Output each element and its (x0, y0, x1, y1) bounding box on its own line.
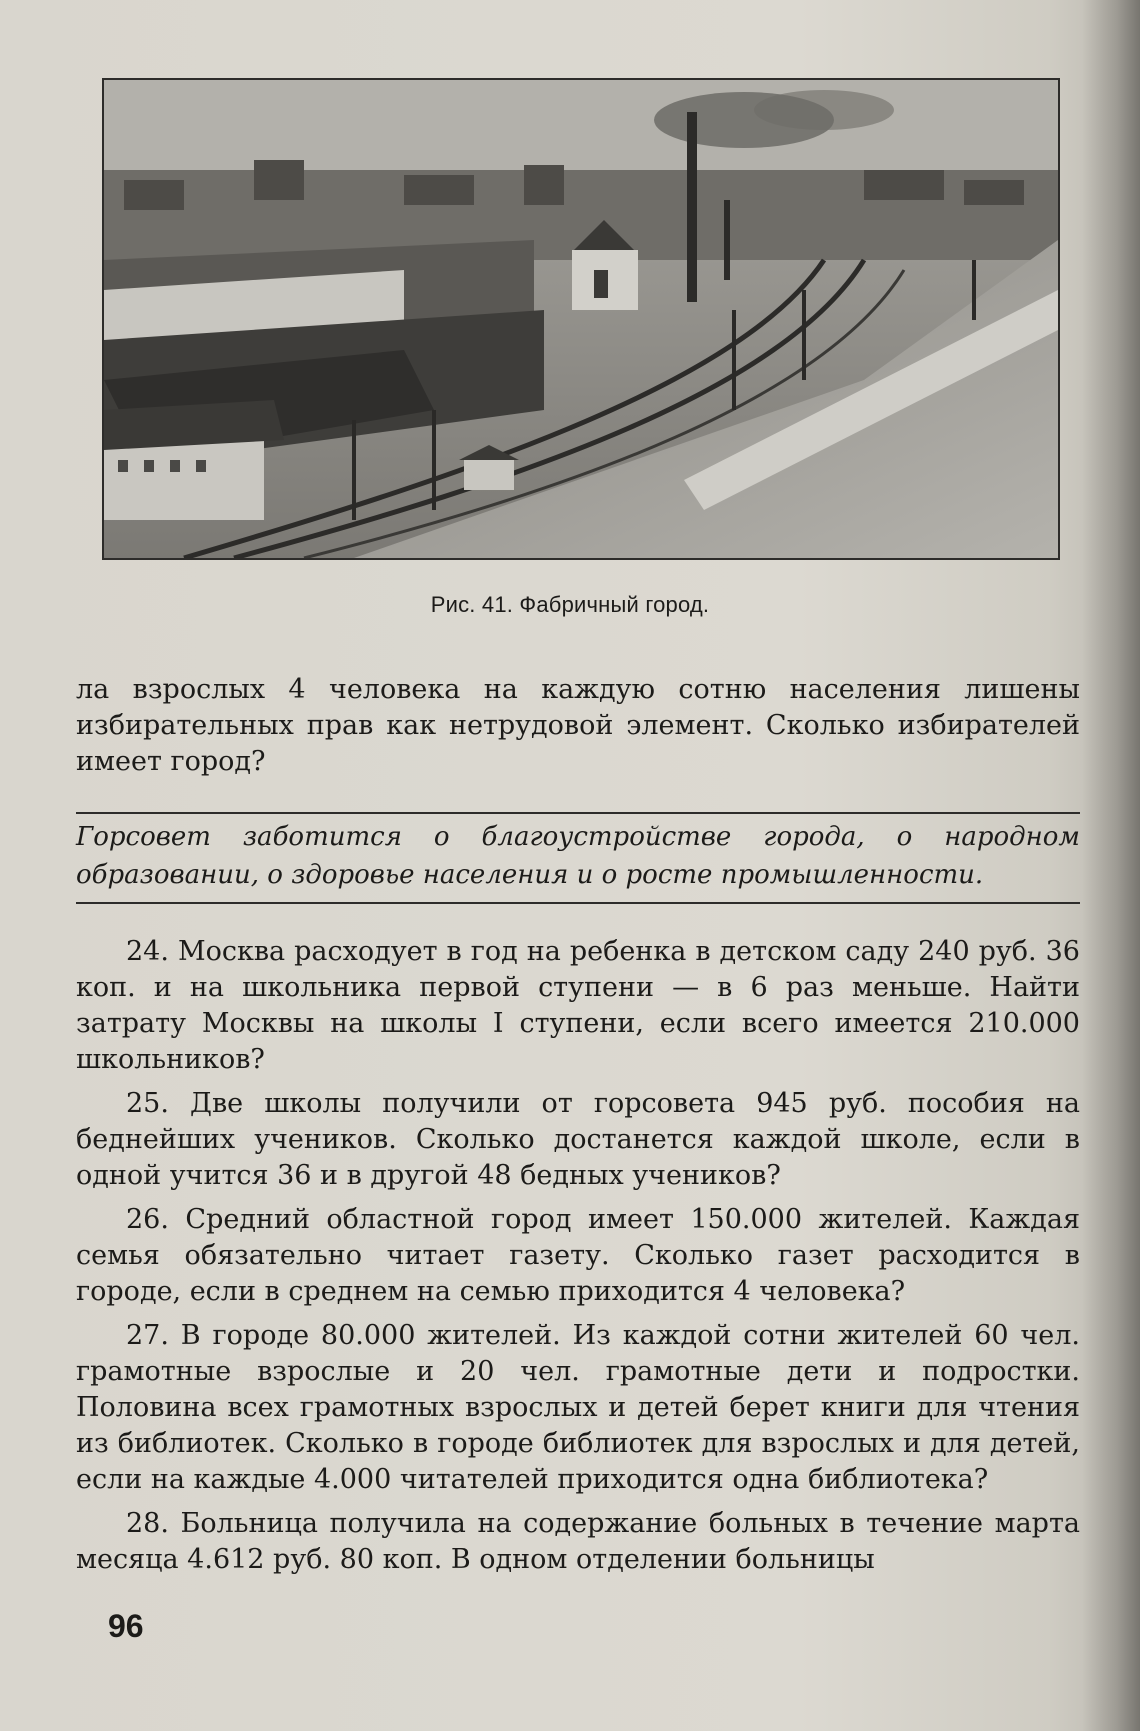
bottom-divider (76, 902, 1080, 904)
problem-26: 26. Средний областной город имеет 150.000 жителей. Каждая семья обязательно читает газету. Сколько газет расходится в городе, если в среднем на семью приходится 4 человека? (76, 1204, 1080, 1307)
problem-25: 25. Две школы получили от горсовета 945 руб. пособия на беднейших учеников. Сколько достанется каждой школе, если в одной учится 36 и в другой 48 бедных учеников? (76, 1088, 1080, 1191)
problem-28: 28. Больница получила на содержание больных в течение марта месяца 4.612 руб. 80 коп. В одном отделении больницы (76, 1508, 1080, 1575)
problem-list (76, 934, 1080, 1586)
page-number: 96 (108, 1608, 144, 1644)
highlight-statement: Горсовет заботится о благоустройстве города, о народном образовании, о здоровье населения и о росте промышленности. (76, 822, 1080, 890)
factory-town-illustration (102, 78, 1060, 560)
book-spine-shadow (1082, 0, 1140, 1731)
problem-24: 24. Москва расходует в год на ребенка в детском саду 240 руб. 36 коп. и на школьника первой ступени — в 6 раз меньше. Найти затрату Москвы на школы I ступени, если всего имеется 210.000 школьников? (76, 936, 1080, 1075)
top-divider (76, 812, 1080, 814)
continued-text: ла взрослых 4 человека на каждую сотню населения лишены избирательных прав как нетрудовой элемент. Сколько избирателей имеет город? (76, 674, 1080, 777)
factory-town-photo (104, 80, 1058, 558)
continued-paragraph (76, 672, 1080, 780)
problem-27: 27. В городе 80.000 жителей. Из каждой сотни жителей 60 чел. грамотные взрослые и 20 чел. грамотные дети и подростки. Половина всех грамотных взрослых и детей берет книги для чтения из библиотек. Сколько в городе библиотек для взрослых и для детей, если на каждые 4.000 читателей приходится одна библиотека? (76, 1320, 1080, 1495)
figure-caption: Рис. 41. Фабричный город. (430, 592, 710, 617)
